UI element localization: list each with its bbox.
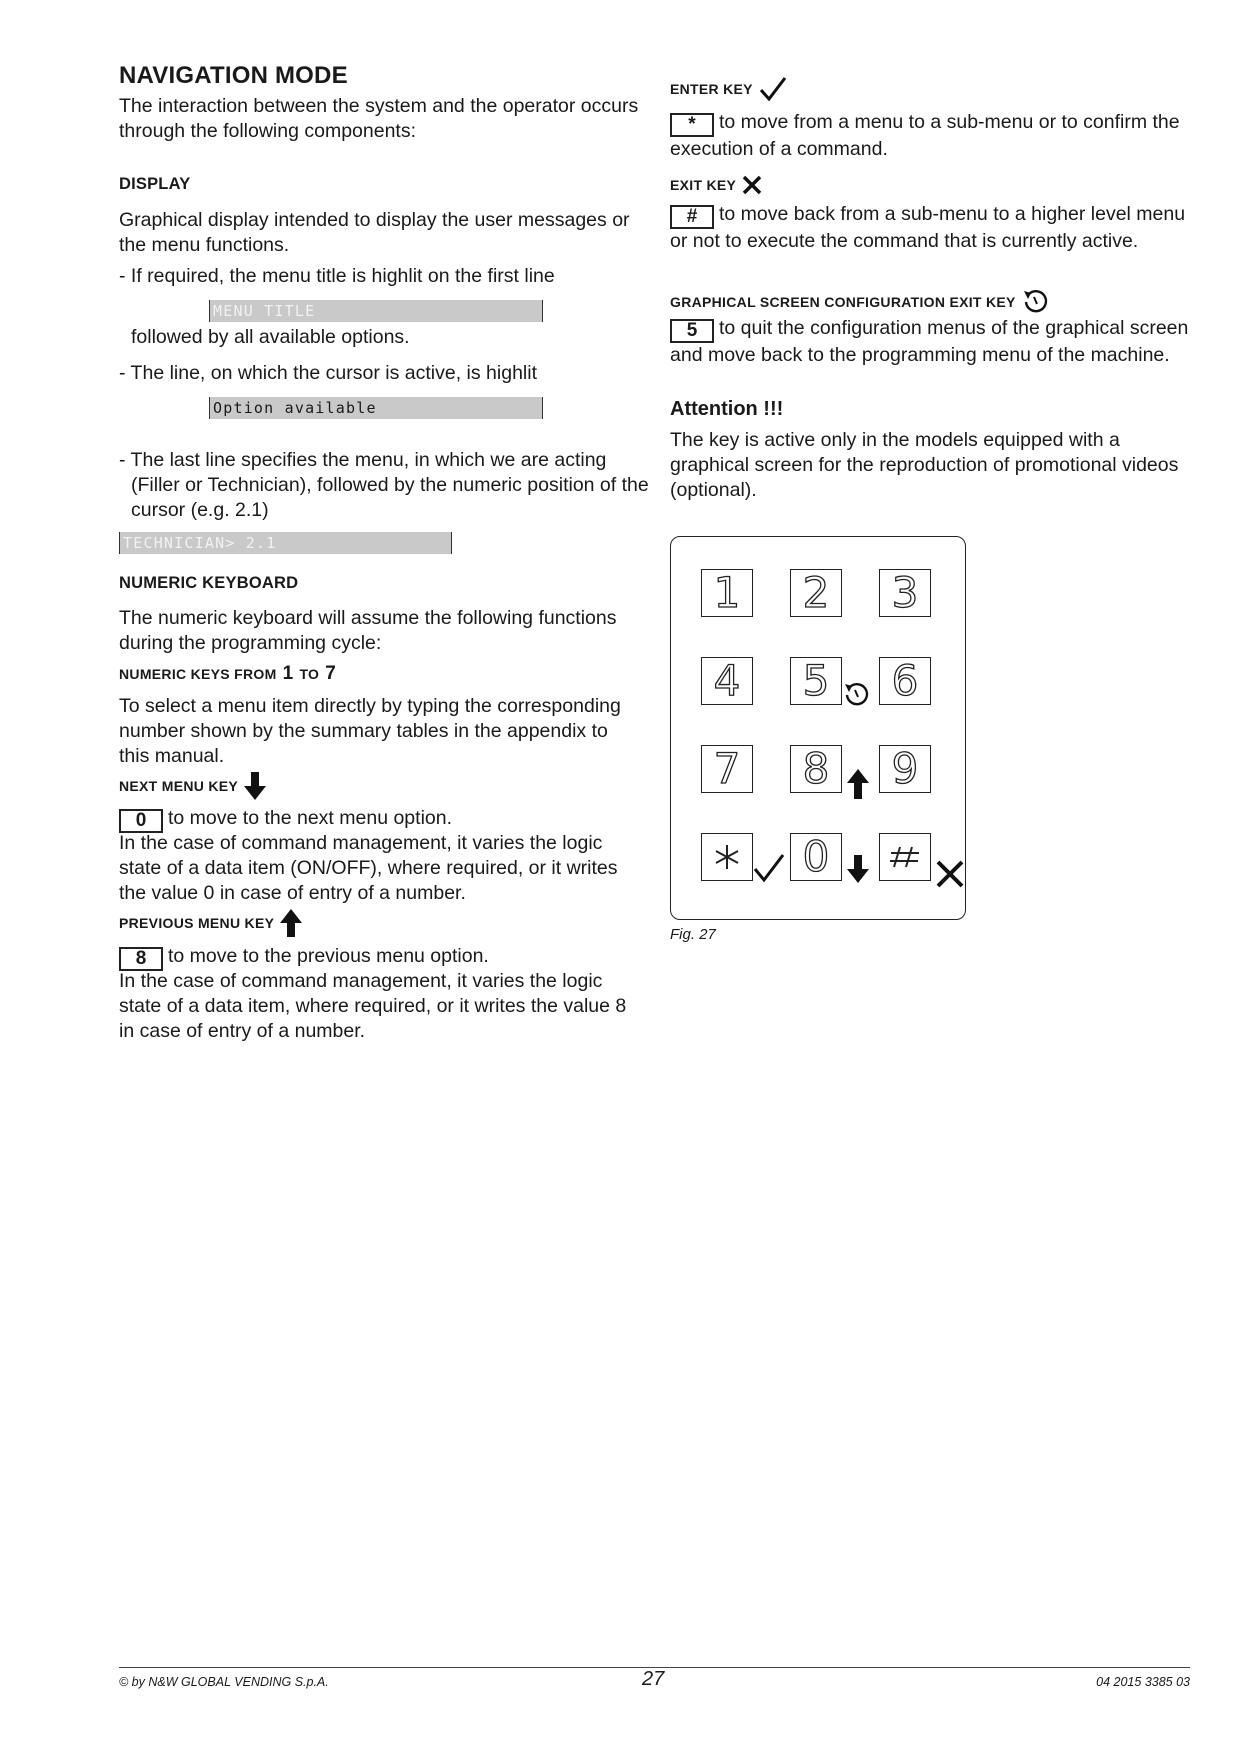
exit-key-label-text: EXIT KEY (670, 177, 737, 193)
keypad-key-0: 0 (790, 833, 842, 881)
page-number: 27 (642, 1668, 665, 1690)
figure-caption: Fig. 27 (670, 926, 716, 943)
previous-menu-key-text (119, 944, 639, 971)
intro-text: The interaction between the system and the operator occurs through the following components: (119, 95, 639, 142)
page-title: NAVIGATION MODE (119, 62, 348, 89)
display-item-3: - The last line specifies the menu, in which we are acting (Filler or Technician), followed by the numeric position of the cursor (e.g. 2.1) (119, 449, 649, 521)
exit-key-text (670, 202, 1190, 254)
footer-copyright: © by N&W GLOBAL VENDING S.p.A. (119, 1675, 329, 1689)
numeric-keys-to-label: TO (299, 666, 320, 682)
arrow-down-icon (244, 772, 266, 800)
keypad-key-7: 7 (701, 745, 753, 793)
numeric-keys-label-text: NUMERIC KEYS FROM (119, 666, 277, 682)
next-menu-key-detail: In the case of command management, it varies the logic state of a data item (ON/OFF), where required, or it writes the value 0 in case of entry of a number. (119, 832, 618, 904)
hash-icon (888, 844, 922, 870)
rotate-back-icon (1022, 288, 1050, 316)
key-8-box: 8 (119, 947, 163, 971)
graphical-exit-key-desc: to quit the configuration menus of the graphical screen and move back to the programming menu of the machine. (670, 317, 1189, 366)
graphical-exit-key-text (670, 316, 1190, 368)
exit-key-desc: to move back from a sub-menu to a higher level menu or not to execute the command that is currently active. (670, 203, 1186, 252)
keypad-key-5: 5 (790, 657, 842, 705)
keyboard-heading: NUMERIC KEYBOARD (119, 574, 299, 592)
display-heading: DISPLAY (119, 175, 191, 193)
keypad-key-9: 9 (879, 745, 931, 793)
keypad-key-star (701, 833, 753, 881)
attention-heading: Attention !!! (670, 398, 784, 420)
key-star-box: * (670, 113, 714, 137)
display-item-1: - If required, the menu title is highlit on the first line (119, 265, 555, 287)
next-menu-key-desc: to move to the next menu option. (168, 807, 453, 829)
numeric-keys-to: 7 (325, 663, 337, 684)
lcd-technician: TECHNICIAN> 2.1 (119, 532, 452, 554)
arrow-down-icon (847, 855, 869, 883)
numeric-keys-label (119, 663, 336, 685)
previous-menu-key-label (119, 909, 302, 937)
keypad-key-2: 2 (790, 569, 842, 617)
checkmark-icon (753, 853, 785, 883)
numeric-keys-from: 1 (282, 663, 294, 684)
enter-key-desc: to move from a menu to a sub-menu or to confirm the execution of a command. (670, 111, 1180, 160)
keypad-figure (670, 536, 966, 920)
enter-key-label (670, 76, 787, 102)
graphical-exit-key-label-text: GRAPHICAL SCREEN CONFIGURATION EXIT KEY (670, 294, 1016, 310)
display-item-2: - The line, on which the cursor is active, is highlit (119, 362, 537, 384)
cross-icon (935, 859, 965, 889)
key-hash-box: # (670, 205, 714, 229)
graphical-exit-key-label (670, 288, 1050, 316)
checkmark-icon (759, 76, 787, 102)
previous-menu-key-label-text: PREVIOUS MENU KEY (119, 915, 275, 931)
keypad-key-8: 8 (790, 745, 842, 793)
keyboard-text: The numeric keyboard will assume the following functions during the programming cycle: (119, 607, 617, 654)
keypad-key-4: 4 (701, 657, 753, 705)
footer-doc-code: 04 2015 3385 03 (1096, 1675, 1190, 1689)
next-menu-key-label-text: NEXT MENU KEY (119, 778, 239, 794)
keypad-key-3: 3 (879, 569, 931, 617)
previous-menu-key-detail: In the case of command management, it varies the logic state of a data item, where required, or it writes the value 8 in case of entry of a number. (119, 970, 627, 1042)
enter-key-text (670, 110, 1190, 162)
next-menu-key-label (119, 772, 266, 800)
arrow-up-icon (847, 769, 869, 799)
key-5-box: 5 (670, 319, 714, 343)
attention-text: The key is active only in the models equipped with a graphical screen for the reproduction of promotional videos (optional). (670, 429, 1179, 501)
previous-menu-key-desc: to move to the previous menu option. (168, 945, 489, 967)
enter-key-label-text: ENTER KEY (670, 81, 753, 97)
asterisk-icon (711, 841, 743, 873)
numeric-keys-text: To select a menu item directly by typing the corresponding number shown by the summary tables in the appendix to this manual. (119, 695, 621, 767)
lcd-option-available: Option available (209, 397, 543, 419)
next-menu-key-text (119, 806, 639, 833)
key-0-box: 0 (119, 809, 163, 833)
rotate-back-icon (843, 681, 871, 709)
exit-key-label (670, 175, 762, 195)
display-text: Graphical display intended to display the user messages or the menu functions. (119, 209, 630, 256)
arrow-up-icon (280, 909, 302, 937)
display-item-1b: followed by all available options. (131, 326, 410, 348)
keypad-key-6: 6 (879, 657, 931, 705)
lcd-menu-title: MENU TITLE (209, 300, 543, 322)
cross-icon (742, 175, 762, 195)
keypad-key-1: 1 (701, 569, 753, 617)
keypad-key-hash (879, 833, 931, 881)
